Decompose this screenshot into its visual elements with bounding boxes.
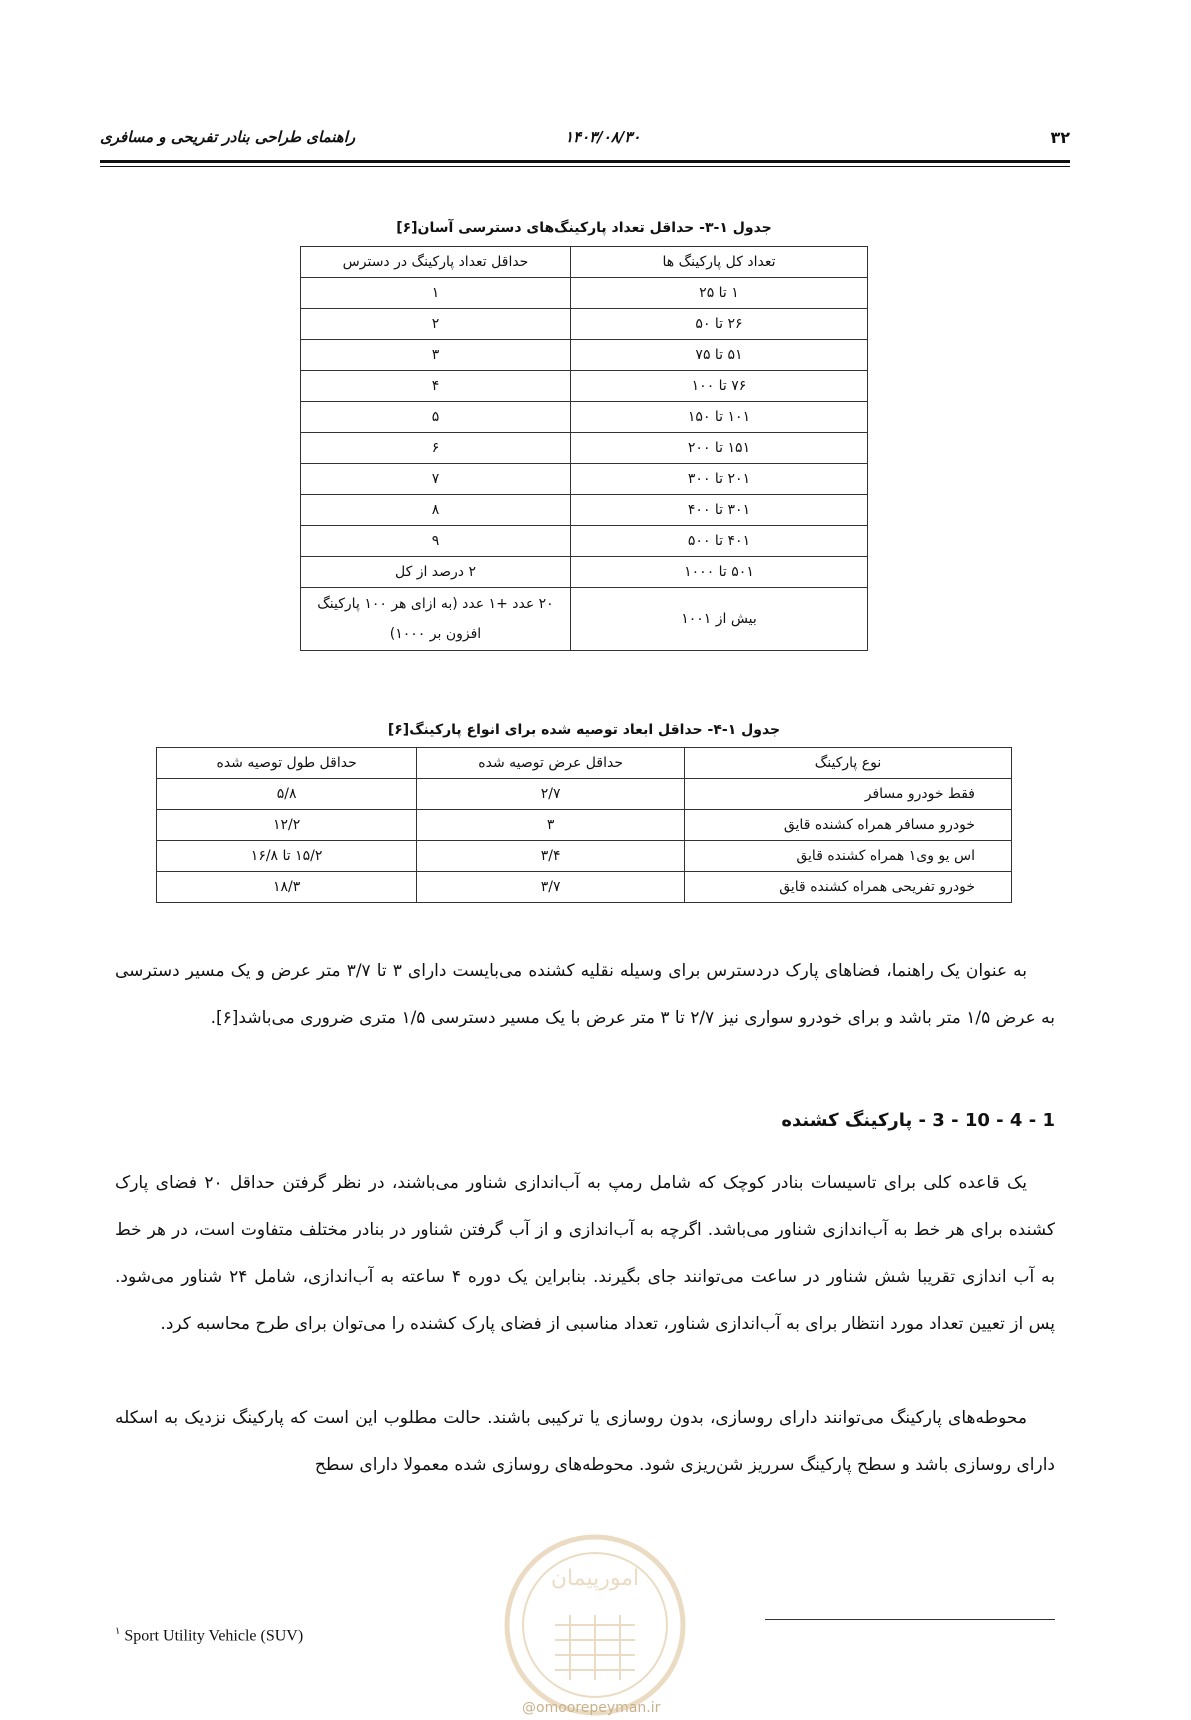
- table-cell: ۱۲/۲: [157, 810, 417, 841]
- header-rule-thick: [100, 160, 1070, 163]
- table-cell: ۳/۷: [417, 872, 685, 903]
- table-cell: ۲۶ تا ۵۰: [571, 309, 868, 340]
- paragraph-trailer-parking: [115, 1160, 1055, 1348]
- table-row: [301, 402, 868, 433]
- header-title: راهنمای طراحی بنادر تفریحی و مسافری: [100, 128, 356, 146]
- table-cell: ۲: [301, 309, 571, 340]
- footnote-text: Sport Utility Vehicle (SUV): [124, 1627, 304, 1645]
- table-row: [301, 433, 868, 464]
- table-cell: ۵/۸: [157, 779, 417, 810]
- table-row: [301, 309, 868, 340]
- table1-body: [301, 278, 868, 651]
- table-cell: ۲/۷: [417, 779, 685, 810]
- paragraph-parking-surface: [115, 1395, 1055, 1489]
- footnote-rule: [765, 1619, 1055, 1620]
- table-header-cell: نوع پارکینگ: [685, 748, 1012, 779]
- table-cell: ۴: [301, 371, 571, 402]
- table-cell: ۵۰۱ تا ۱۰۰۰: [571, 557, 868, 588]
- table-header-cell: حداقل عرض توصیه شده: [417, 748, 685, 779]
- table-cell: ۲ درصد از کل: [301, 557, 571, 588]
- table-cell: ۳/۴: [417, 841, 685, 872]
- footnote-marker: ۱: [115, 1626, 121, 1637]
- table-cell: ۳۰۱ تا ۴۰۰: [571, 495, 868, 526]
- table-cell: ۱۸/۳: [157, 872, 417, 903]
- table-row: [301, 557, 868, 588]
- header-rule-thin: [100, 166, 1070, 167]
- table-row: [301, 495, 868, 526]
- table-header-row: [301, 247, 868, 278]
- page-header: [100, 128, 1070, 156]
- table-row: [157, 779, 1012, 810]
- table-cell: ۸: [301, 495, 571, 526]
- table-cell: ۷: [301, 464, 571, 495]
- table-cell: ۱۵/۲ تا ۱۶/۸: [157, 841, 417, 872]
- table-cell: ۱۵۱ تا ۲۰۰: [571, 433, 868, 464]
- table-row: [301, 526, 868, 557]
- table-row: [301, 464, 868, 495]
- table-cell: فقط خودرو مسافر: [685, 779, 1012, 810]
- table-cell: ۴۰۱ تا ۵۰۰: [571, 526, 868, 557]
- table-cell: ۵۱ تا ۷۵: [571, 340, 868, 371]
- table-row: [301, 371, 868, 402]
- page-number: ۳۲: [1050, 128, 1070, 147]
- table-header-row: [157, 748, 1012, 779]
- table-cell: اس یو وی۱ همراه کشنده قایق: [685, 841, 1012, 872]
- watermark-site: @omoorepeyman.ir: [522, 1700, 661, 1716]
- paragraph-text: به عنوان یک راهنما، فضاهای پارک دردسترس برای وسیله نقلیه کشنده می‌بایست دارای ۳ تا ۳/۷ متر عرض و یک مسیر دسترسی به عرض ۱/۵ متر باشد و برای خودرو سواری نیز ۲/۷ تا ۳ متر عرض با یک مسیر دسترسی ۱/۵ متری ضروری می‌باشد[۶].: [115, 961, 1055, 1028]
- table-cell: ۲۰۱ تا ۳۰۰: [571, 464, 868, 495]
- table-cell: ۲۰ عدد +۱ عدد (به ازای هر ۱۰۰ پارکینگ افزون بر ۱۰۰۰): [301, 588, 571, 651]
- table-cell: خودرو تفریحی همراه کشنده قایق: [685, 872, 1012, 903]
- table-cell: ۷۶ تا ۱۰۰: [571, 371, 868, 402]
- watermark-stamp-text: امورپیمان: [550, 1566, 640, 1591]
- table-header-cell: تعداد کل پارکینگ ها: [571, 247, 868, 278]
- table-cell: ۵: [301, 402, 571, 433]
- table-row: [301, 588, 868, 651]
- paragraph-text: یک قاعده کلی برای تاسیسات بنادر کوچک که شامل رمپ به آب‌اندازی شناور می‌باشند، در نظر گرفتن حداقل ۲۰ فضای پارک کشنده برای هر خط به آب‌اندازی شناور می‌باشد. اگرچه به آب‌اندازی و از آب گرفتن شناور در بنادر مختلف متفاوت است، در هر خط به آب اندازی تقریبا شش شناور در ساعت می‌توانند جای بگیرند. بنابراین یک دوره ۴ ساعته به آب‌اندازی، شامل ۲۴ شناور می‌شود. پس از تعیین تعداد مورد انتظار برای به آب‌اندازی شناور، تعداد مناسبی از فضای پارک کشنده را می‌توان برای طرح محاسبه کرد.: [115, 1173, 1055, 1334]
- header-date: ۱۴۰۳/۰۸/۳۰: [565, 128, 641, 146]
- table-cell: ۳: [301, 340, 571, 371]
- table-cell: ۱۰۱ تا ۱۵۰: [571, 402, 868, 433]
- table2-caption: جدول ۱-۴- حداقل ابعاد توصیه شده برای انواع پارکینگ[۶]: [387, 722, 781, 738]
- section-heading: 1 - 4 - 10 - 3 - پارکینگ کشنده: [781, 1110, 1055, 1131]
- table2-body: [157, 779, 1012, 903]
- table-row: [157, 810, 1012, 841]
- watermark-stamp-logo: [500, 1530, 690, 1720]
- table-row: [301, 278, 868, 309]
- table-cell: ۶: [301, 433, 571, 464]
- parking-dimensions-table: [156, 747, 1012, 903]
- table-row: [301, 340, 868, 371]
- table-cell: ۹: [301, 526, 571, 557]
- table-row: [157, 841, 1012, 872]
- table1-caption: جدول ۱-۳- حداقل تعداد پارکینگ‌های دسترسی آسان[۶]: [396, 220, 772, 236]
- table-cell: بیش از ۱۰۰۱: [571, 588, 868, 651]
- table-cell: ۳: [417, 810, 685, 841]
- table-row: [157, 872, 1012, 903]
- footnote: [115, 1626, 303, 1645]
- table-cell: ۱ تا ۲۵: [571, 278, 868, 309]
- table-header-cell: حداقل تعداد پارکینگ در دسترس: [301, 247, 571, 278]
- table-cell: ۱: [301, 278, 571, 309]
- paragraph-accessible-space: [115, 948, 1055, 1042]
- table-cell: خودرو مسافر همراه کشنده قایق: [685, 810, 1012, 841]
- accessible-parking-table: [300, 246, 868, 651]
- paragraph-text: محوطه‌های پارکینگ می‌توانند دارای روسازی، بدون روسازی یا ترکیبی باشند. حالت مطلوب این است که پارکینگ نزدیک به اسکله دارای روسازی باشد و سطح پارکینگ سرریز شن‌ریزی شود. محوطه‌های روسازی شده معمولا دارای سطح: [115, 1408, 1055, 1475]
- table-header-cell: حداقل طول توصیه شده: [157, 748, 417, 779]
